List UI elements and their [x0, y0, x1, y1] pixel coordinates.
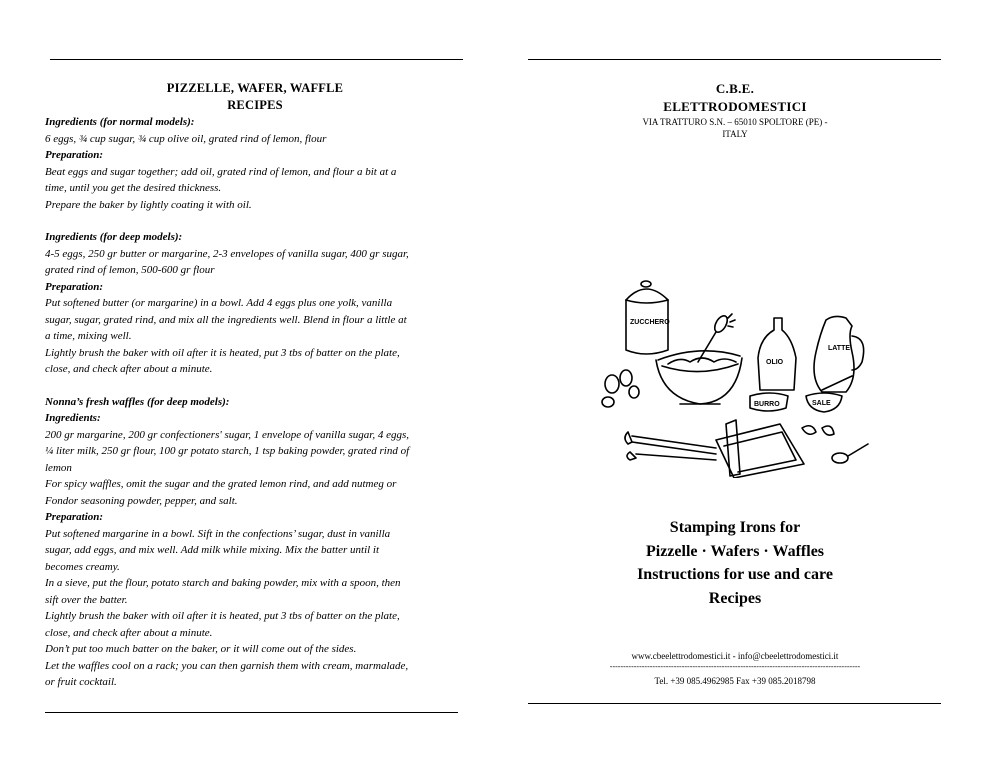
nonna-prep-line: Don’t put too much batter on the baker, or it will come out of the sides. — [45, 643, 357, 655]
product-title-line: Stamping Irons for — [669, 519, 801, 536]
recipes-title-line2: RECIPES — [227, 98, 283, 112]
deep-ingredients-heading: Ingredients (for deep models): — [45, 231, 183, 243]
normal-prep-line: Prepare the baker by lightly coating it with oil. — [45, 198, 252, 211]
nonna-prep-line: Lightly brush the baker with oil after it is heated, put 3 tbs of batter on the plate, — [45, 610, 400, 622]
nonna-prep-line: close, and check after about a minute. — [45, 626, 213, 639]
dash-separator: ---------------------------------------------------------------------------------------------- — [609, 663, 861, 671]
nonna-prep-line: sift over the batter. — [45, 593, 128, 606]
recipes-title-line1: PIZZELLE, WAFER, WAFFLE — [166, 81, 344, 95]
nonna-ingredient-line: 200 gr margarine, 200 gr confectioners' sugar, 1 envelope of vanilla sugar, 4 eggs, — [45, 428, 409, 441]
deep-prep-line: Lightly brush the baker with oil after it is heated, put 3 tbs of batter on the plate, — [45, 346, 400, 359]
nonna-prep-line: sugar, add eggs, and mix well. Add milk while mixing. Mix the batter until it — [45, 544, 380, 556]
deep-ingredient-line: grated rind of lemon, 500-600 gr flour — [45, 264, 215, 276]
web-email: www.cbeelettrodomestici.it - info@cbeelettrodomestici.it — [631, 651, 839, 661]
company-address — [620, 116, 850, 140]
butter-icon — [750, 393, 788, 411]
deep-recipe — [45, 229, 465, 378]
product-title-line: Recipes — [708, 589, 762, 607]
contact-block — [600, 650, 870, 688]
sugar-jar-label: ZUCCHERO — [630, 319, 670, 326]
recipes-page — [45, 80, 465, 691]
cover-page — [530, 80, 940, 140]
normal-prep-line: Beat eggs and sugar together; add oil, grated rind of lemon, and flour a bit at a — [45, 165, 397, 178]
kitchen-ingredients-illustration — [590, 278, 870, 478]
nonna-heading: Nonna’s fresh waffles (for deep models): — [45, 395, 230, 408]
nonna-prep-line: or fruit cocktail. — [45, 676, 117, 688]
normal-recipe — [45, 114, 465, 213]
mixing-bowl-icon — [656, 314, 742, 404]
nonna-ingredients-heading: Ingredients: — [45, 412, 101, 424]
nonna-ingredient-line: For spicy waffles, omit the sugar and the grated lemon rind, and add nutmeg or — [45, 478, 397, 490]
milk-pitcher-label: LATTE — [828, 345, 851, 352]
oil-bottle-label: OLIO — [766, 359, 784, 366]
normal-prep-line: time, until you get the desired thickness. — [45, 182, 222, 194]
product-title-line: Instructions for use and care — [637, 566, 833, 583]
nonna-ingredient-line: lemon — [45, 461, 72, 474]
deep-prep-line: sugar, sugar, grated rind, and mix all the ingredients well. Blend in flour a little at — [45, 313, 407, 326]
company-name — [530, 80, 940, 116]
nonna-recipe — [45, 394, 465, 691]
product-title-line: Pizzelle · Wafers · Waffles — [645, 542, 825, 560]
company-line2: ELETTRODOMESTICI — [663, 99, 807, 114]
top-rule-right — [528, 59, 941, 60]
product-title — [560, 516, 910, 610]
nonna-prep-line: Let the waffles cool on a rack; you can then garnish them with cream, marmalade, — [45, 659, 409, 672]
address-line1: VIA TRATTURO S.N. – 65010 SPOLTORE (PE) - — [642, 117, 828, 127]
nonna-ingredient-line: ¼ liter milk, 250 gr flour, 100 gr potato starch, 1 tsp baking powder, grated rind of — [45, 445, 410, 457]
deep-prep-heading: Preparation: — [45, 280, 104, 293]
oil-bottle-icon — [758, 318, 796, 390]
butter-label: BURRO — [754, 401, 780, 408]
salt-bowl-icon — [806, 376, 852, 412]
company-line1: C.B.E. — [715, 81, 755, 96]
address-line2: ITALY — [722, 129, 748, 139]
nonna-prep-heading: Preparation: — [45, 511, 104, 523]
normal-prep-heading: Preparation: — [45, 149, 104, 161]
deep-prep-line: a time, mixing well. — [45, 330, 132, 342]
salt-label: SALE — [812, 400, 831, 407]
phone-fax: Tel. +39 085.4962985 Fax +39 085.2018798 — [654, 676, 816, 686]
deep-ingredient-line: 4-5 eggs, 250 gr butter or margarine, 2-3 envelopes of vanilla sugar, 400 gr sugar, — [45, 247, 409, 260]
nonna-prep-line: Put softened margarine in a bowl. Sift in the confections’ sugar, dust in vanilla — [45, 527, 391, 540]
top-rule-left — [50, 59, 463, 60]
sugar-jar-icon — [626, 281, 670, 354]
waffle-iron-icon — [625, 420, 804, 478]
bottom-rule-right — [528, 703, 941, 704]
nonna-prep-line: becomes creamy. — [45, 560, 120, 573]
nonna-ingredient-line: Fondor seasoning powder, pepper, and salt. — [45, 494, 238, 507]
normal-ingredients-heading: Ingredients (for normal models): — [45, 116, 195, 128]
nonna-prep-line: In a sieve, put the flour, potato starch and baking powder, mix with a spoon, then — [45, 577, 401, 589]
deep-prep-line: Put softened butter (or margarine) in a bowl. Add 4 eggs plus one yolk, vanilla — [45, 297, 393, 309]
deep-prep-line: close, and check after about a minute. — [45, 363, 213, 375]
recipes-title — [45, 80, 465, 114]
small-food-icon — [802, 426, 868, 463]
milk-pitcher-icon — [814, 316, 864, 392]
bottom-rule-left — [45, 712, 458, 713]
eggs-icon — [602, 370, 639, 407]
normal-ingredients: 6 eggs, ¾ cup sugar, ¾ cup olive oil, grated rind of lemon, flour — [45, 132, 327, 145]
